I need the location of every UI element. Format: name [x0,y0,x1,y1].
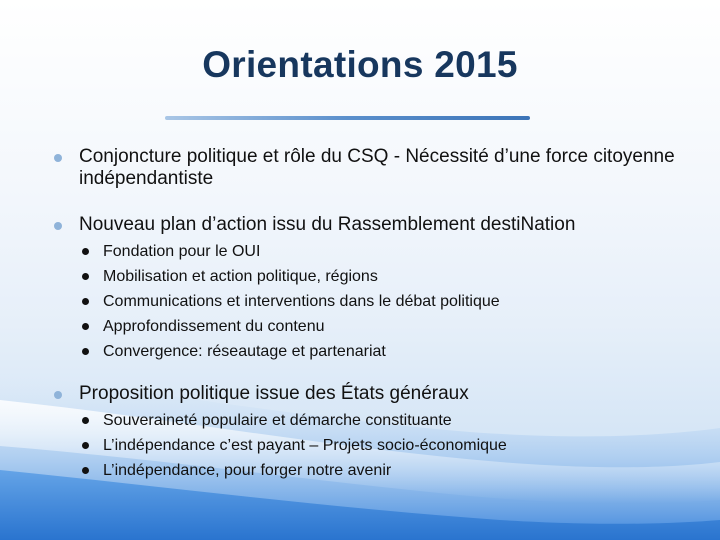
sub-bullet-item: Souveraineté populaire et démarche constituante [79,408,690,433]
bullet-text: Conjoncture politique et rôle du CSQ - Nécessité d’une force citoyenne indépendantiste [79,146,675,189]
sub-bullet-dot-icon [82,417,89,424]
sub-bullet-item: Communications et interventions dans le débat politique [79,289,690,314]
sub-bullet-dot-icon [82,323,89,330]
sub-bullet-dot-icon [82,467,89,474]
bullet-item-3 [50,383,690,483]
bullet-item-2 [50,214,690,364]
bullet-dot-icon [54,154,62,162]
sub-bullet-dot-icon [82,273,89,280]
sub-bullet-dot-icon [82,248,89,255]
sub-bullet-item: L’indépendance, pour forger notre avenir [79,458,690,483]
bullet-text: Proposition politique issue des États généraux [79,383,469,404]
title-divider [165,115,530,121]
sub-bullet-item: Approfondissement du contenu [79,314,690,339]
bullet-text: Nouveau plan d’action issu du Rassemblement destiNation [79,214,576,235]
sub-bullet-list [79,239,690,364]
sub-bullet-item: Mobilisation et action politique, régions [79,264,690,289]
bullet-dot-icon [54,391,62,399]
bullet-item-1 [50,146,690,190]
sub-bullet-dot-icon [82,348,89,355]
slide-content [50,146,690,483]
sub-bullet-item: Fondation pour le OUI [79,239,690,264]
slide-title: Orientations 2015 [202,44,518,85]
sub-bullet-list [79,408,690,483]
sub-bullet-dot-icon [82,442,89,449]
sub-bullet-item: Convergence: réseautage et partenariat [79,339,690,364]
sub-bullet-dot-icon [82,298,89,305]
sub-bullet-item: L’indépendance c’est payant – Projets socio-économique [79,433,690,458]
bullet-dot-icon [54,222,62,230]
